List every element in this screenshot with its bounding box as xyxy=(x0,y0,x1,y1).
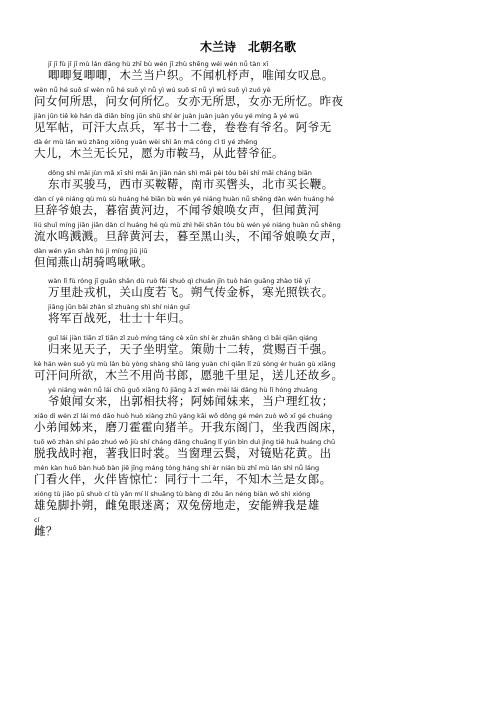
poem-line: 东市买骏马，西市买鞍鞯，南市买辔头，北市买长鞭。 xyxy=(48,177,334,191)
poem-line: 旦辞爷娘去，暮宿黄河边，不闻爷娘唤女声，但闻黄河 xyxy=(34,203,320,217)
pinyin-line: jiāng jūn bǎi zhàn sǐ zhuàng shì shí nián guī xyxy=(48,303,190,311)
pinyin-line: dàn cí yé niáng qù mù sù huáng hé biān bù wén yé niáng huàn nǚ shēng dàn wén huáng hé xyxy=(34,195,335,203)
poem-line: 流水鸣溅溅。旦辞黄河去，暮至黑山头，不闻爷娘唤女声， xyxy=(34,229,344,243)
poem-line: 万里赴戎机，关山度若飞。朔气传金柝，寒光照铁衣。 xyxy=(48,285,334,299)
poem-line: 小弟闻姊来，磨刀霍霍向猪羊。开我东阁门，坐我西阁床， xyxy=(34,420,344,434)
poem-line: 将军百战死，壮士十年归。 xyxy=(48,311,191,325)
page-title: 木兰诗 北朝名歌 xyxy=(199,40,296,54)
pinyin-line: dōng shì mǎi jùn mǎ xī shì mǎi ān jiān nán shì mǎi pèi tóu běi shì mǎi cháng biān xyxy=(48,169,312,177)
poem-line: 门看火伴，火伴皆惊忙：同行十二年，不知木兰是女郎。 xyxy=(34,472,332,486)
poem-line: 雄兔脚扑朔，雌兔眼迷离；双兔傍地走，安能辨我是雄 xyxy=(34,498,320,512)
pinyin-line: kè hán wèn suǒ yù mù lán bù yòng shàng shū láng yuàn chí qiān lǐ zú sòng ér huán gù xiāng xyxy=(34,360,336,368)
pinyin-line: mén kàn huǒ bàn huǒ bàn jiē jīng máng tóng háng shí èr nián bù zhī mù lán shì nǚ láng xyxy=(34,464,320,472)
pinyin-line: wèn nǚ hé suǒ sī wèn nǚ hé suǒ yì nǚ yì wú suǒ sī nǚ yì wú suǒ yì zuó yè xyxy=(34,86,271,94)
poem-line: 问女何所思，问女何所忆。女亦无所思，女亦无所忆。昨夜 xyxy=(34,94,344,108)
poem-line: 唧唧复唧唧，木兰当户织。不闻机杼声，唯闻女叹息。 xyxy=(48,68,334,82)
pinyin-line: dà ér mù lán wú zhǎng xiōng yuàn wèi shì ān mǎ cóng cǐ tì yé zhēng xyxy=(34,138,258,146)
pinyin-line: dàn wén yān shān hú jì míng jiū jiū xyxy=(34,247,148,255)
poem-line: 见军帖，可汗大点兵，军书十二卷，卷卷有爷名。阿爷无 xyxy=(34,120,332,134)
pinyin-line: yé niáng wén nǚ lái chū guō xiāng fú jiāng ā zǐ wén mèi lái dāng hù lǐ hóng zhuāng xyxy=(48,386,318,394)
poem-line: 雌？ xyxy=(34,524,58,538)
poem-line: 爷娘闻女来，出郭相扶将；阿姊闻妹来，当户理红妆； xyxy=(48,394,334,408)
pinyin-line: guī lái jiàn tiān zǐ tiān zǐ zuò míng táng cè xūn shí èr zhuǎn shǎng cì bǎi qiān qiáng xyxy=(48,334,318,342)
pinyin-line: jiàn jūn tiě kè hán dà diǎn bīng jūn shū shí èr juàn juàn juàn yǒu yé míng ā yé wú xyxy=(34,112,299,120)
pinyin-line: wàn lǐ fù róng jī guān shān dù ruò fēi shuò qì chuán jīn tuò hán guāng zhào tiě yī xyxy=(48,277,311,285)
pinyin-line: xióng tù jiǎo pū shuò cí tù yǎn mí lí shuāng tù bàng dì zǒu ān néng biàn wǒ shì xióng xyxy=(34,490,311,498)
poem-line: 脱我战时袍，著我旧时裳。当窗理云鬓，对镜贴花黄。出 xyxy=(34,446,332,460)
pinyin-line: jī jī fù jī jī mù lán dāng hù zhī bù wén jī zhù shēng wéi wén nǚ tàn xī xyxy=(48,60,269,68)
poem-line: 但闻燕山胡骑鸣啾啾。 xyxy=(34,255,153,269)
pinyin-line: tuō wǒ zhàn shí páo zhuó wǒ jiù shí cháng dāng chuāng lǐ yún bìn duì jìng tiē huā huáng chū xyxy=(34,438,336,446)
pinyin-line: cí xyxy=(34,516,40,524)
pinyin-line: xiǎo dì wén zǐ lái mó dāo huò huò xiàng zhū yáng kāi wǒ dōng gé mén zuò wǒ xī gé chuáng xyxy=(34,412,333,420)
poem-line: 可汗问所欲，木兰不用尚书郎，愿驰千里足，送儿还故乡。 xyxy=(34,368,344,382)
poem-line: 归来见天子，天子坐明堂。策勋十二转，赏赐百千强。 xyxy=(48,342,334,356)
poem-line: 大儿，木兰无长兄，愿为市鞍马，从此替爷征。 xyxy=(34,146,284,160)
pinyin-line: liú shuǐ míng jiān jiān dàn cí huáng hé qù mù zhì hēi shān tóu bù wén yé niáng huàn nǚ shēng xyxy=(34,221,341,229)
